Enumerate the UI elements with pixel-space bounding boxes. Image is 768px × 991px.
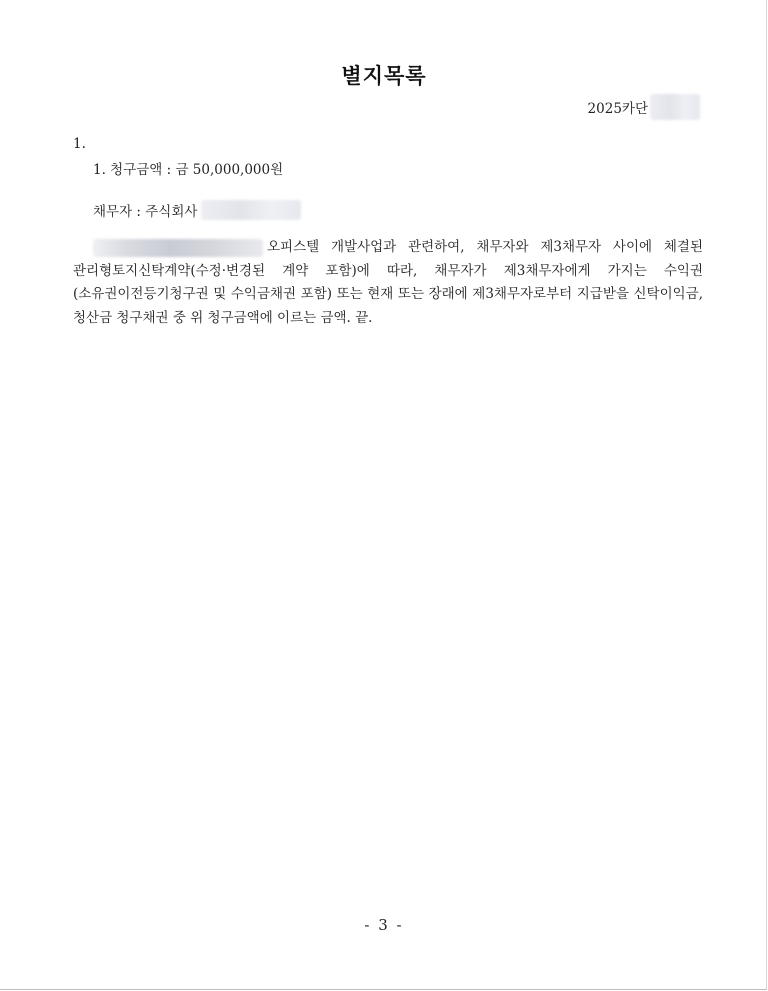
debtor-line xyxy=(93,200,301,220)
item-number: 1. xyxy=(73,136,86,152)
case-number xyxy=(588,94,700,120)
debtor-label: 채무자 : 주식회사 xyxy=(93,204,198,220)
attachment-body xyxy=(73,236,703,330)
redacted-case-number xyxy=(650,94,700,120)
document-title: 별지목록 xyxy=(341,63,427,88)
redacted-company-name xyxy=(201,200,301,220)
redacted-project-name xyxy=(93,239,263,257)
case-number-text: 2025카단 xyxy=(587,101,648,117)
attachment-body-text: 오피스텔 개발사업과 관련하여, 채무자와 제3채무자 사이에 체결된 관리형토지신탁계약(수정·변경된 계약 포함)에 따라, 채무자가 제3채무자에게 가지는 수익권(소유권이전등기청구권 및 수익금채권 포함) 또는 현재 또는 장래에 제3채무자로부터 지급받을 신탁이익금, 청산금 청구채권 중 위 청구금액에 이르는 금액. 끝. xyxy=(73,239,703,326)
page-number: - 3 - xyxy=(364,916,404,934)
claim-amount: 1. 청구금액 : 금 50,000,000원 xyxy=(93,162,284,178)
